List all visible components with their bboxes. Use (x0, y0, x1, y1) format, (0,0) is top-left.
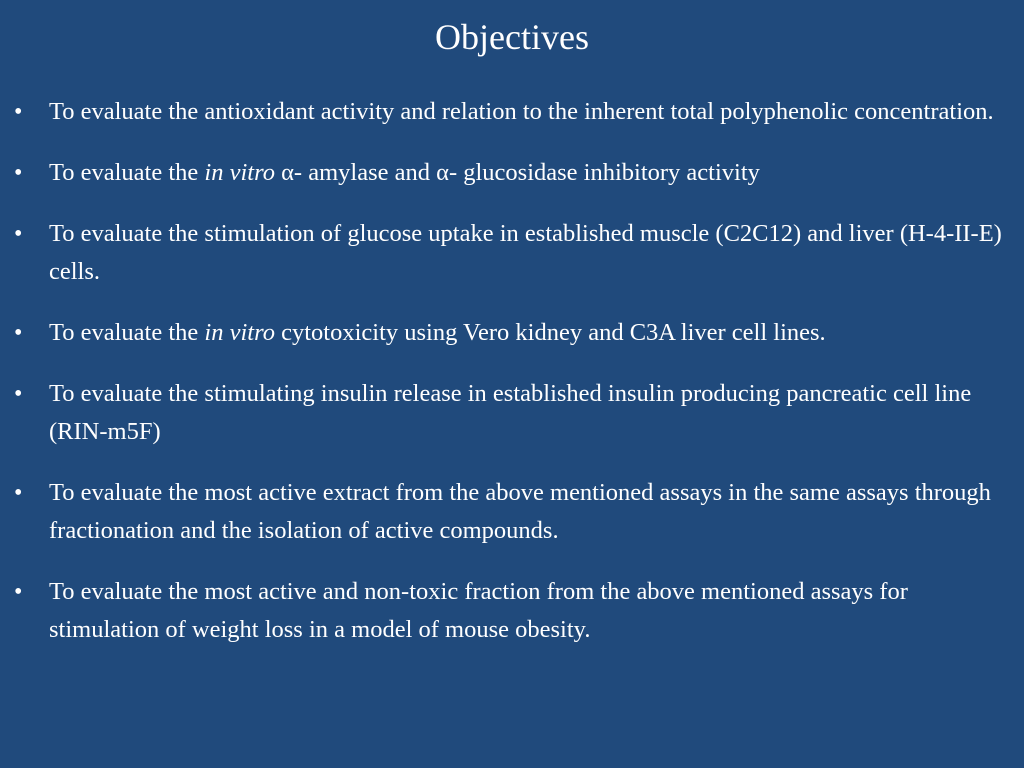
bullet-icon (14, 93, 34, 131)
slide-title: Objectives (435, 17, 589, 57)
bullet-icon (14, 314, 34, 352)
bullet-icon (14, 375, 34, 413)
bullet-text (49, 154, 1014, 192)
bullet-text-suffix: α- amylase and α- glucosidase inhibitory activity (274, 159, 760, 186)
bullet-icon (14, 474, 34, 512)
bullet-text-italic: in vitro (204, 319, 275, 346)
list-item (14, 93, 1014, 131)
list-item (14, 215, 1014, 291)
list-item (14, 375, 1014, 451)
bullet-text (49, 314, 1014, 352)
objectives-list (14, 93, 1014, 672)
bullet-text-italic: in vitro (204, 159, 275, 186)
bullet-text: To evaluate the antioxidant activity and relation to the inherent total polyphenolic concentration. (49, 98, 994, 125)
list-item (14, 573, 1014, 649)
bullet-icon (14, 154, 34, 192)
bullet-text: To evaluate the most active extract from the above mentioned assays in the same assays through fractionation and the isolation of active compounds. (49, 479, 991, 544)
bullet-text: To evaluate the most active and non-toxic fraction from the above mentioned assays for stimulation of weight loss in a model of mouse obesity. (49, 578, 908, 643)
bullet-text-suffix: cytotoxicity using Vero kidney and C3A liver cell lines. (274, 319, 826, 346)
list-item (14, 314, 1014, 352)
bullet-text-prefix: To evaluate the (49, 159, 205, 186)
list-item (14, 154, 1014, 192)
bullet-icon (14, 573, 34, 611)
bullet-text-prefix: To evaluate the (49, 319, 205, 346)
list-item (14, 474, 1014, 550)
bullet-icon (14, 215, 34, 253)
bullet-text: To evaluate the stimulating insulin release in established insulin producing pancreatic cell line (RIN-m5F) (49, 380, 972, 445)
bullet-text: To evaluate the stimulation of glucose uptake in established muscle (C2C12) and liver (H-4-II-E) cells. (49, 220, 1002, 285)
